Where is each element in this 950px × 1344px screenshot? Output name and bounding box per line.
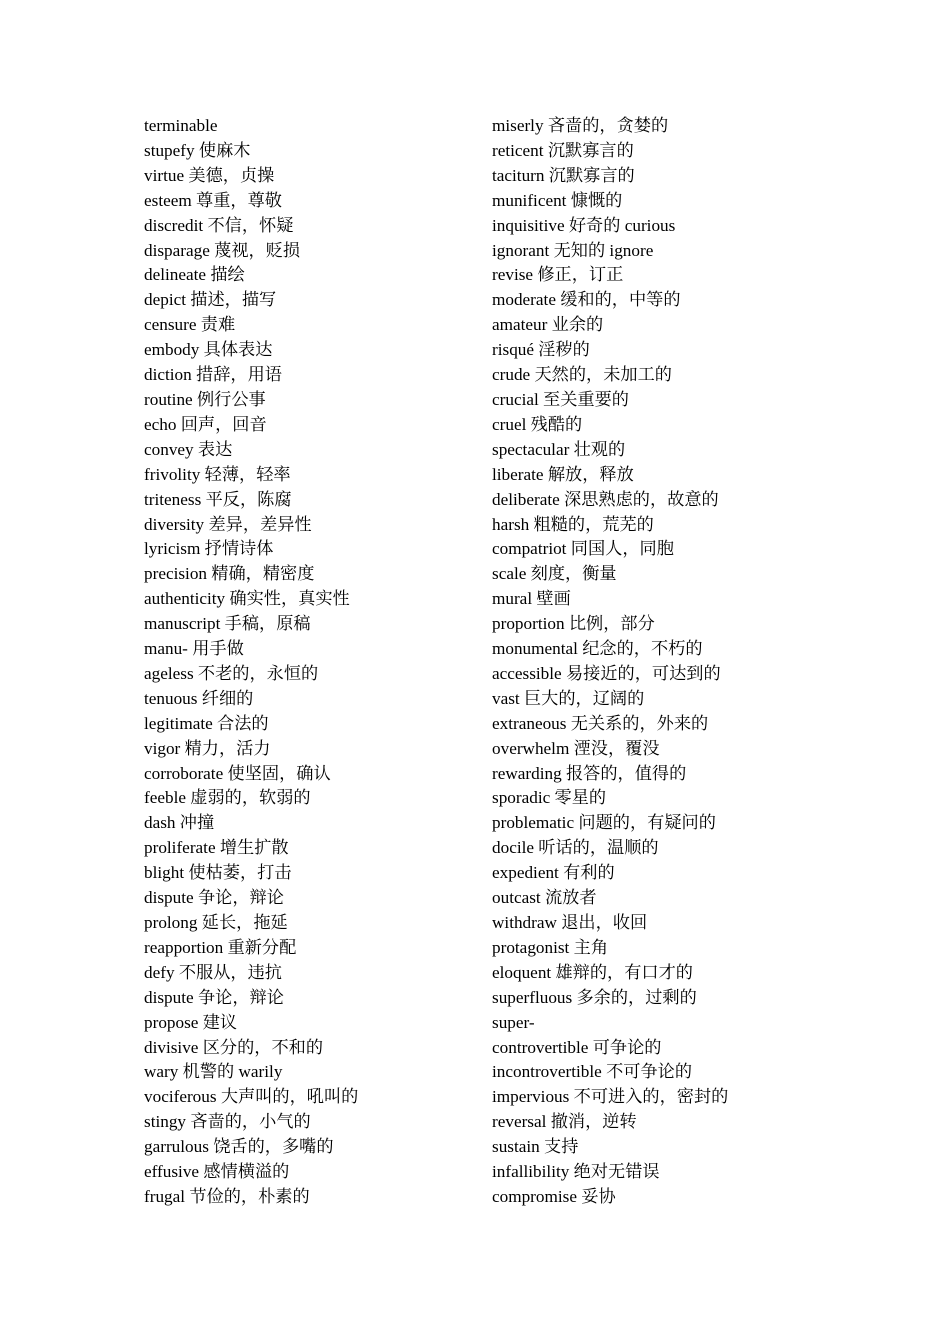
vocabulary-entry: deliberate 深思熟虑的，故意的 [492,489,719,509]
vocabulary-entry: extraneous 无关系的，外来的 [492,713,709,733]
vocabulary-entry: eloquent 雄辩的，有口才的 [492,962,693,982]
vocabulary-entry: effusive 感情横溢的 [144,1162,290,1182]
vocabulary-entry: rewarding 报答的，值得的 [492,763,687,783]
vocabulary-entry: ageless 不老的，永恒的 [144,663,319,683]
vocabulary-entry: crucial 至关重要的 [492,389,629,409]
vocabulary-entry: compromise 妥协 [492,1186,616,1206]
vocabulary-entry: legitimate 合法的 [144,713,269,733]
vocabulary-entry: vigor 精力，活力 [144,738,271,758]
vocabulary-entry: reticent 沉默寡言的 [492,140,634,160]
vocabulary-entry: reversal 撤消，逆转 [492,1112,637,1132]
vocabulary-entry: vast 巨大的，辽阔的 [492,688,645,708]
vocabulary-entry: embody 具体表达 [144,340,273,360]
vocabulary-entry: diction 措辞，用语 [144,365,282,385]
vocabulary-entry: dispute 争论，辩论 [144,888,284,908]
vocabulary-entry: convey 表达 [144,439,233,459]
vocabulary-entry: docile 听话的，温顺的 [492,838,659,858]
vocabulary-entry: munificent 慷慨的 [492,190,623,210]
vocabulary-entry: depict 描述，描写 [144,290,277,310]
vocabulary-entry: overwhelm 湮没，覆没 [492,738,660,758]
vocabulary-entry: divisive 区分的，不和的 [144,1037,324,1057]
vocabulary-entry: stingy 吝啬的，小气的 [144,1112,311,1132]
vocabulary-entry: disparage 蔑视，贬损 [144,240,301,260]
vocabulary-entry: censure 责难 [144,315,236,335]
vocabulary-entry: ignorant 无知的 ignore [492,240,654,260]
vocabulary-column-right [492,114,782,1210]
vocabulary-entry: moderate 缓和的，中等的 [492,290,681,310]
vocabulary-entry: proliferate 增生扩散 [144,838,289,858]
vocabulary-entry: crude 天然的，未加工的 [492,365,672,385]
vocabulary-entry: spectacular 壮观的 [492,439,626,459]
vocabulary-entry: wary 机警的 warily [144,1062,283,1082]
vocabulary-entry: superfluous 多余的，过剩的 [492,987,697,1007]
vocabulary-entry: inquisitive 好奇的 curious [492,215,676,235]
vocabulary-entry: authenticity 确实性，真实性 [144,589,350,609]
vocabulary-entry: discredit 不信，怀疑 [144,215,294,235]
vocabulary-entry: accessible 易接近的，可达到的 [492,663,721,683]
vocabulary-entry: precision 精确，精密度 [144,564,315,584]
vocabulary-entry: liberate 解放，释放 [492,464,634,484]
vocabulary-entry: sustain 支持 [492,1137,579,1157]
vocabulary-entry: frivolity 轻薄，轻率 [144,464,291,484]
vocabulary-entry: taciturn 沉默寡言的 [492,165,635,185]
vocabulary-entry: virtue 美德，贞操 [144,165,275,185]
vocabulary-entry: feeble 虚弱的，软弱的 [144,788,311,808]
vocabulary-entry: infallibility 绝对无错误 [492,1162,660,1182]
vocabulary-entry: mural 壁画 [492,589,571,609]
vocabulary-entry: frugal 节俭的，朴素的 [144,1186,310,1206]
vocabulary-entry: garrulous 饶舌的，多嘴的 [144,1137,334,1157]
vocabulary-entry: miserly 吝啬的，贪婪的 [492,116,669,135]
vocabulary-entry: problematic 问题的，有疑问的 [492,813,716,833]
vocabulary-entry: amateur 业余的 [492,315,604,335]
vocabulary-entry: monumental 纪念的，不朽的 [492,639,703,659]
vocabulary-entry: super- [492,1012,535,1032]
vocabulary-column-left [144,114,444,1210]
vocabulary-entry: diversity 差异，差异性 [144,514,312,534]
vocabulary-entry: expedient 有利的 [492,863,615,883]
vocabulary-entry: triteness 平反，陈腐 [144,489,292,509]
vocabulary-entry: harsh 粗糙的，荒芜的 [492,514,654,534]
vocabulary-entry: scale 刻度，衡量 [492,564,617,584]
vocabulary-entry: delineate 描绘 [144,265,245,285]
vocabulary-entry: routine 例行公事 [144,389,266,409]
vocabulary-entry: dispute 争论，辩论 [144,987,284,1007]
vocabulary-entry: revise 修正，订正 [492,265,624,285]
vocabulary-entry: prolong 延长，拖延 [144,913,288,932]
vocabulary-entry: defy 不服从，违抗 [144,962,282,982]
vocabulary-entry: propose 建议 [144,1012,238,1032]
vocabulary-entry: stupefy 使麻木 [144,140,251,160]
vocabulary-entry: incontrovertible 不可争论的 [492,1062,693,1082]
vocabulary-entry: vociferous 大声叫的，吼叫的 [144,1087,359,1107]
vocabulary-entry: manu- 用手做 [144,639,244,659]
vocabulary-entry: tenuous 纤细的 [144,688,254,708]
vocabulary-entry: outcast 流放者 [492,888,597,908]
vocabulary-entry: terminable [144,116,218,135]
vocabulary-entry: echo 回声，回音 [144,414,267,434]
vocabulary-entry: compatriot 同国人，同胞 [492,539,674,559]
vocabulary-entry: sporadic 零星的 [492,788,607,808]
vocabulary-entry: lyricism 抒情诗体 [144,539,274,559]
vocabulary-entry: risqué 淫秽的 [492,340,590,360]
vocabulary-entry: dash 冲撞 [144,813,215,833]
vocabulary-entry: withdraw 退出，收回 [492,913,648,932]
vocabulary-entry: protagonist 主角 [492,937,609,957]
vocabulary-entry: blight 使枯萎，打击 [144,863,292,883]
vocabulary-entry: manuscript 手稿，原稿 [144,614,311,634]
vocabulary-entry: proportion 比例，部分 [492,614,655,634]
vocabulary-entry: cruel 残酷的 [492,414,583,434]
vocabulary-entry: controvertible 可争论的 [492,1037,662,1057]
vocabulary-entry: impervious 不可进入的，密封的 [492,1087,729,1107]
vocabulary-entry: esteem 尊重，尊敬 [144,190,282,210]
vocabulary-entry: reapportion 重新分配 [144,937,297,957]
vocabulary-entry: corroborate 使坚固，确认 [144,763,331,783]
